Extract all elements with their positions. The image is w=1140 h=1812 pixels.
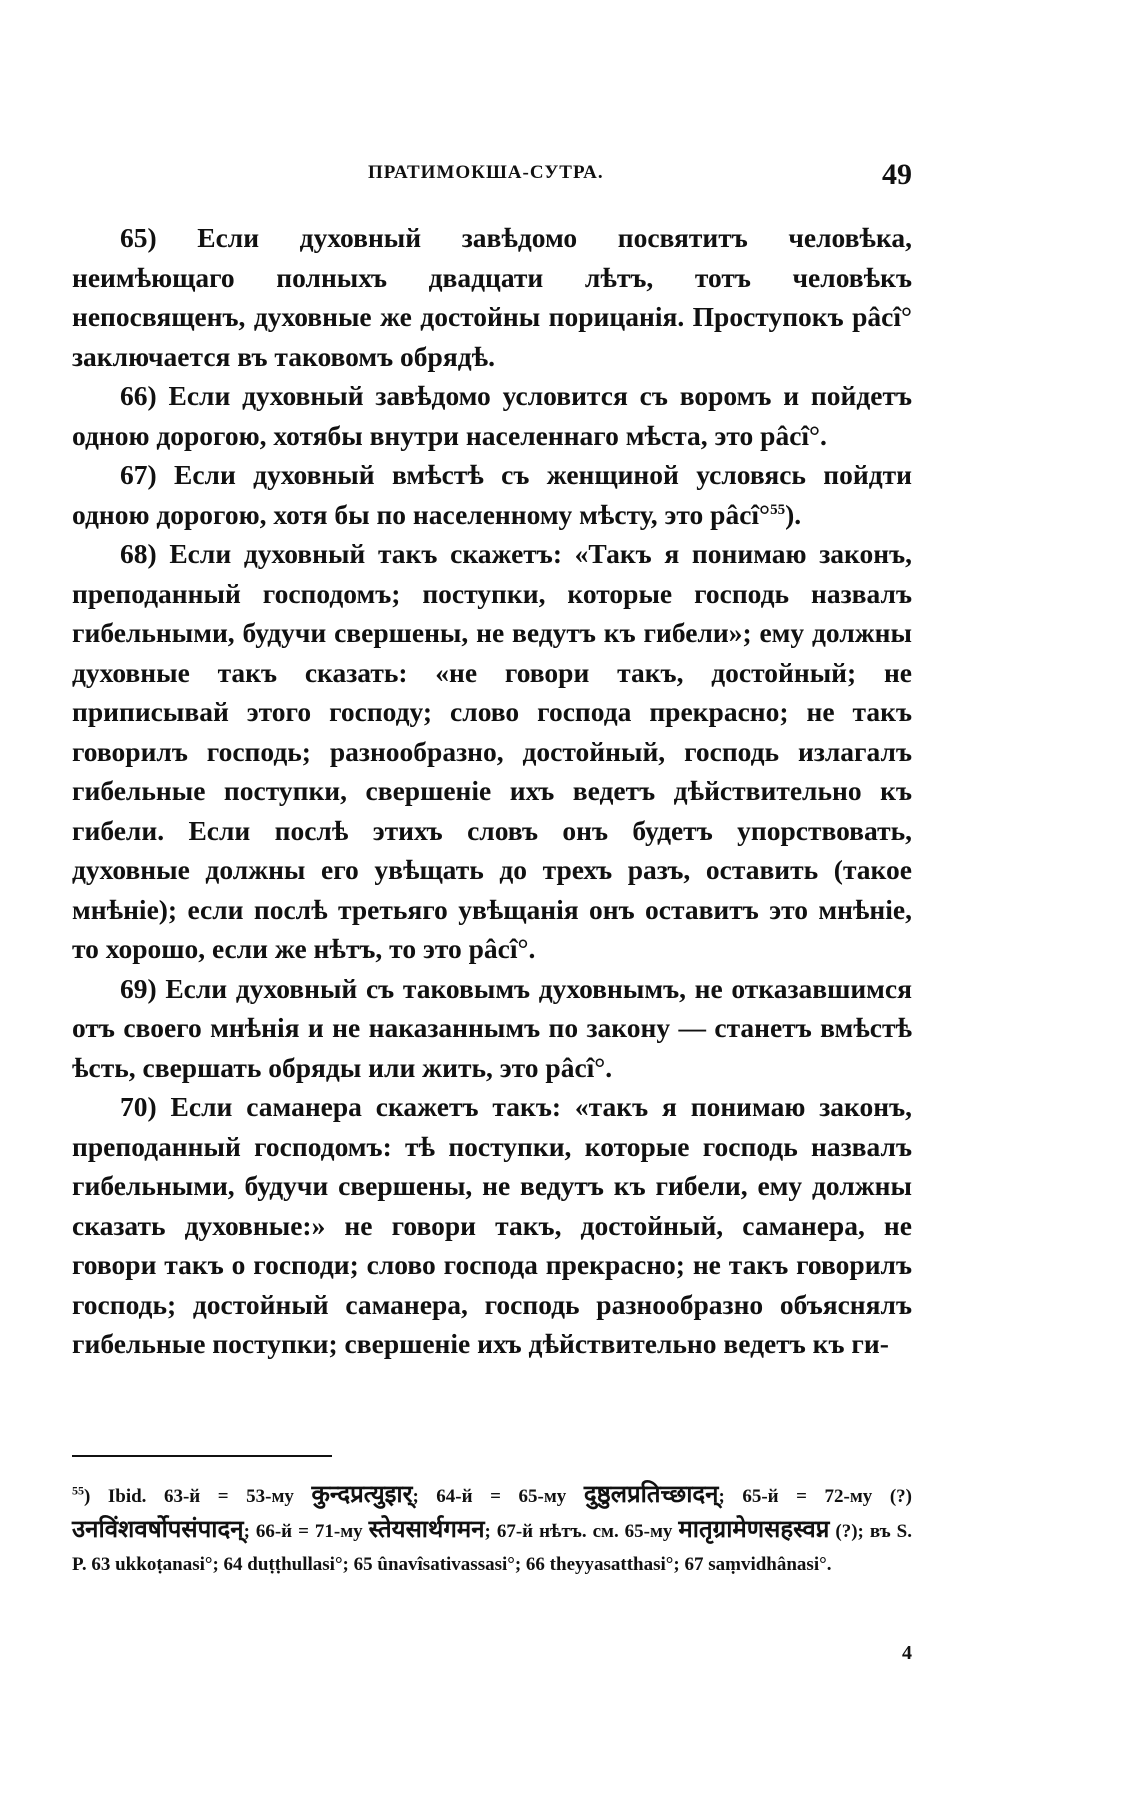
footnote-text-run: ; 67-й нѣтъ. см. 65-му [484,1521,679,1542]
paragraph-66: 66) Если духовный завѣдомо условится съ воромъ и пойдетъ одною дорогою, хотябы внутри населеннаго мѣста, это pâcî°. [72,380,912,451]
paragraph-67-tail: ). [785,498,802,530]
paragraph-67-text: 67) Если духовный вмѣстѣ съ женщиной условясь пойдти одною дорогою, хотя бы по населенному мѣсту, это pâcî° [72,459,912,530]
footnote-devanagari-term: मातृग्रामेणसहस्वप्न [678,1515,830,1543]
footnote-devanagari-term: कुन्दप्रत्युइार् [311,1480,413,1508]
running-title: ПРАТИМОКША-СУТРА. [368,162,604,183]
footnote-text-run: ; 66-й = 71-му [243,1521,369,1542]
footnote [72,1478,912,1581]
footnote-text-run: ; 64-й = 65-му [412,1486,584,1507]
footnote-devanagari-term: स्तेयसार्थगमन [368,1515,485,1543]
footnote-divider [72,1455,332,1457]
footnote-text-run: ; 65-й = 72-му (?) [718,1486,912,1507]
paragraph-68: 68) Если духовный такъ скажетъ: «Такъ я понимаю законъ, преподанный господомъ; поступки, которые господь назвалъ гибельными, будучи свершены, не ведутъ къ гибели»; ему должны духовные такъ сказать: «не говори такъ, достойный; не приписывай этого господу; слово господа прекрасно; не такъ говорилъ господь; разнообразно, достойный, господь излагалъ гибельные поступки, свершеніе ихъ ведетъ дѣйствительно къ гибели. Если послѣ этихъ словъ онъ будетъ упорствовать, духовные должны его увѣщать до трехъ разъ, оставить (такое мнѣніе); если послѣ третьяго увѣщанія онъ оставитъ это мнѣніе, то хорошо, если же нѣтъ, то это pâcî°. [72,538,912,964]
main-text [72,218,912,1364]
page-header [72,158,912,198]
footnote-mark: 55 [72,1483,84,1498]
footnote-text-run: ) Ibid. 63-й = 53-му [84,1486,312,1507]
footnote-body [72,1480,912,1575]
paragraph-69: 69) Если духовный съ таковымъ духовнымъ, не отказавшимся отъ своего мнѣнія и не наказаннымъ по закону — станетъ вмѣстѣ ѣсть, свершать обряды или жить, это pâcî°. [72,972,912,1083]
footnote-devanagari-term: दुष्ठुलप्रतिच्छादन् [583,1480,719,1508]
signature-mark: 4 [902,1642,912,1664]
footnote-reference: 55 [770,501,786,518]
paragraph-70: 70) Если саманера скажетъ такъ: «такъ я понимаю законъ, преподанный господомъ: тѣ поступки, которые господь назвалъ гибельными, будучи свершены, не ведутъ къ гибели, ему должны сказать духовные:» не говори такъ, достойный, саманера, не говори такъ о господи; слово господа прекрасно; не такъ говорилъ господь; достойный саманера, господь разнообразно объяснялъ гибельные поступки; свершеніе ихъ дѣйствительно ведетъ къ ги- [72,1091,912,1359]
page-number: 49 [882,158,912,191]
footnote-text-run: (?); въ S. P. 63 ukkoṭanasi°; 64 duṭṭhullasi°; 65 ûnavîsativassasi°; 66 theyyasatthasi°; 67 saṃvidhânasi°. [72,1521,912,1575]
footnote-devanagari-term: उनविंशवर्षोपसंपादन् [72,1515,244,1543]
paragraph-65: 65) Если духовный завѣдомо посвятитъ человѣка, неимѣющаго полныхъ двадцати лѣтъ, тотъ человѣкъ непосвященъ, духовные же достойны порицанія. Проступокъ pâcî° заключается въ таковомъ обрядѣ. [72,222,912,372]
paragraph-67 [72,455,912,534]
